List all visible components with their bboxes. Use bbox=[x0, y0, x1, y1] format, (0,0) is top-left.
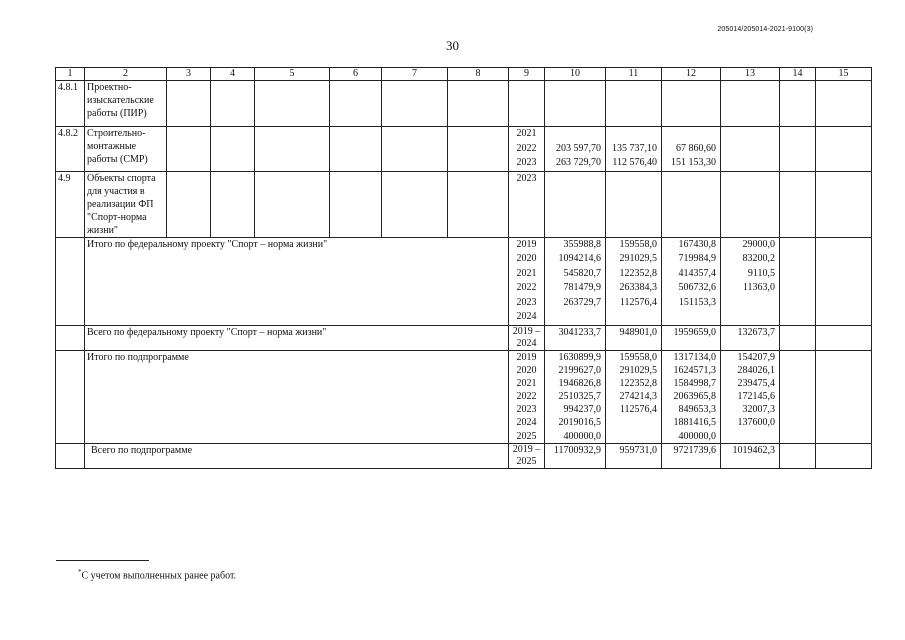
value-cell: 135 737,10 112 576,40 bbox=[606, 127, 662, 172]
column-number: 15 bbox=[816, 68, 872, 81]
year-cell: 2023 bbox=[509, 171, 545, 237]
document-code: 205014/205014-2021-9100(3) bbox=[717, 26, 813, 33]
column-number-row bbox=[56, 68, 872, 81]
column-number: 6 bbox=[330, 68, 382, 81]
column-number: 2 bbox=[85, 68, 167, 81]
total-label: Всего по подпрограмме bbox=[85, 443, 509, 468]
year-cell: 2021 2022 2023 bbox=[509, 127, 545, 172]
column-number: 7 bbox=[382, 68, 448, 81]
column-number: 5 bbox=[255, 68, 330, 81]
table-row bbox=[56, 81, 872, 127]
total-label: Всего по федеральному проекту "Спорт – норма жизни" bbox=[85, 325, 509, 350]
row-number: 4.9 bbox=[56, 171, 85, 237]
column-number: 10 bbox=[545, 68, 606, 81]
value-cell: 159558,0 291029,5 122352,8 263384,3 112576,4 bbox=[606, 237, 662, 325]
value-cell: 132673,7 bbox=[721, 325, 780, 350]
footnote: *С учетом выполненных ранее работ. bbox=[78, 568, 237, 582]
budget-table bbox=[55, 67, 872, 469]
column-number: 9 bbox=[509, 68, 545, 81]
footnote-divider bbox=[56, 560, 149, 561]
value-cell: 154207,9 284026,1 239475,4 172145,6 32007,3 137600,0 bbox=[721, 350, 780, 443]
value-cell: 29000,0 83200,2 9110,5 11363,0 bbox=[721, 237, 780, 325]
column-number: 1 bbox=[56, 68, 85, 81]
row-title: Проектно-изыскательские работы (ПИР) bbox=[85, 81, 167, 127]
value-cell: 959731,0 bbox=[606, 443, 662, 468]
value-cell: 1959659,0 bbox=[662, 325, 721, 350]
row-number: 4.8.2 bbox=[56, 127, 85, 172]
value-cell: 203 597,70 263 729,70 bbox=[545, 127, 606, 172]
column-number: 12 bbox=[662, 68, 721, 81]
value-cell: 948901,0 bbox=[606, 325, 662, 350]
column-number: 14 bbox=[780, 68, 816, 81]
row-title: Объекты спорта для участия в реализации ФП "Спорт-норма жизни" bbox=[85, 171, 167, 237]
column-number: 11 bbox=[606, 68, 662, 81]
column-number: 13 bbox=[721, 68, 780, 81]
value-cell: 11700932,9 bbox=[545, 443, 606, 468]
period-cell: 2019 – 2025 bbox=[509, 443, 545, 468]
total-label: Итого по федеральному проекту "Спорт – норма жизни" bbox=[85, 237, 509, 325]
table-row bbox=[56, 350, 872, 443]
row-title: Строительно-монтажные работы (СМР) bbox=[85, 127, 167, 172]
value-cell: 159558,0 291029,5 122352,8 274214,3 112576,4 bbox=[606, 350, 662, 443]
table-row bbox=[56, 127, 872, 172]
value-cell: 9721739,6 bbox=[662, 443, 721, 468]
value-cell: 355988,8 1094214,6 545820,7 781479,9 263729,7 bbox=[545, 237, 606, 325]
value-cell: 1019462,3 bbox=[721, 443, 780, 468]
table-row bbox=[56, 171, 872, 237]
value-cell: 1630899,9 2199627,0 1946826,8 2510325,7 994237,0 2019016,5 400000,0 bbox=[545, 350, 606, 443]
column-number: 4 bbox=[211, 68, 255, 81]
table-row bbox=[56, 237, 872, 325]
value-cell: 3041233,7 bbox=[545, 325, 606, 350]
table-row bbox=[56, 325, 872, 350]
value-cell: 1317134,0 1624571,3 1584998,7 2063965,8 849653,3 1881416,5 400000,0 bbox=[662, 350, 721, 443]
year-cell: 2019 2020 2021 2022 2023 2024 2025 bbox=[509, 350, 545, 443]
total-label: Итого по подпрограмме bbox=[85, 350, 509, 443]
page-number: 30 bbox=[446, 38, 459, 53]
year-cell: 2019 2020 2021 2022 2023 2024 bbox=[509, 237, 545, 325]
value-cell: 67 860,60 151 153,30 bbox=[662, 127, 721, 172]
column-number: 8 bbox=[448, 68, 509, 81]
column-number: 3 bbox=[167, 68, 211, 81]
row-number: 4.8.1 bbox=[56, 81, 85, 127]
value-cell: 167430,8 719984,9 414357,4 506732,6 151153,3 bbox=[662, 237, 721, 325]
table-row bbox=[56, 443, 872, 468]
period-cell: 2019 – 2024 bbox=[509, 325, 545, 350]
